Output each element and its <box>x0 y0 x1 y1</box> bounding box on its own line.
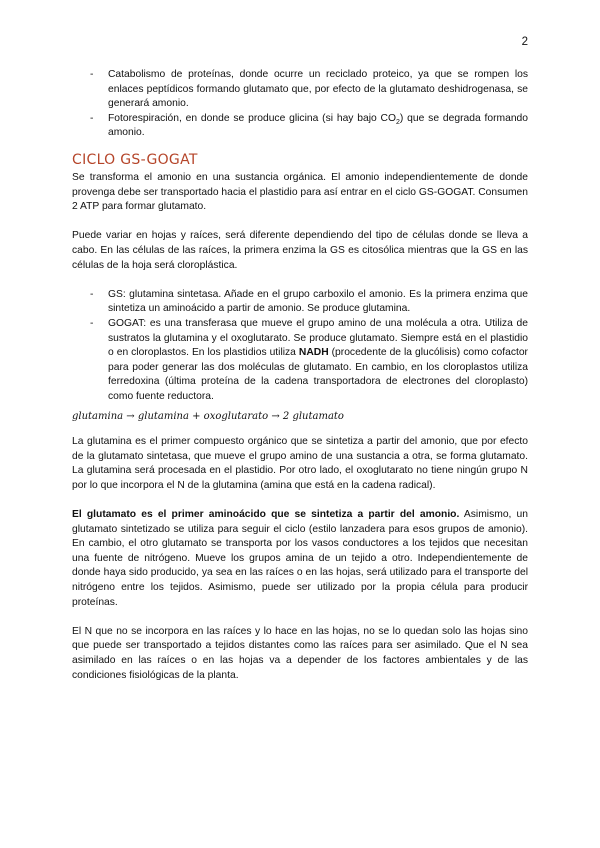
paragraph-text: Asimismo, un glutamato sintetizado se utiliza para seguir el ciclo (estilo lanzadera para esos grupos de amonio). En cambio, el otro glutamato se transporta por los vasos conductores a los tejidos que necesitan una fuente de nitrógeno. Mueve los grupos amina de un tejido a otro. Independientemente de donde haya sido producido, ya sea en las raíces o en las hojas, será utilizado para el transporte del nitrógeno entre los tejidos. Asimismo, puede ser utilizado por la propia célula para producir proteínas. <box>72 509 529 608</box>
list-item: - GS: glutamina sintetasa. Añade en el grupo carboxilo el amonio. Es la primera enzima que sintetiza un aminoácido a partir de amonio. Se produce glutamina. <box>72 288 528 317</box>
list-item-text: Fotorespiración, en donde se produce glicina (si hay bajo CO <box>108 112 397 124</box>
list-item-text: ) que se degrada formando amonio. <box>108 112 528 139</box>
paragraph: Puede variar en hojas y raíces, será diferente dependiendo del tipo de células donde se lleva a cabo. En las células de las raíces, la primera enzima la GS es citosólica mientras que la GS en las células de la hoja será cloroplástica. <box>72 230 528 271</box>
list-item: - Catabolismo de proteínas, donde ocurre un reciclado proteico, ya que se rompen los enlaces peptídicos formando glutamato que, por efecto de la glutamato deshidrogenasa, se generará amonio. <box>72 68 528 112</box>
list-item <box>72 317 528 405</box>
enzymes-list <box>72 288 528 405</box>
paragraph <box>72 508 528 610</box>
section-heading: CICLO GS-GOGAT <box>72 151 198 168</box>
list-item-text: GOGAT: es una transferasa que mueve el grupo amino de una molécula a otra. Utiliza de sustratos la glutamina y el oxoglutarato. Se produce glutamato. Siempre está en el plastidio o en cloroplastos. En los plastidios utiliza <box>108 317 528 359</box>
paragraph: El N que no se incorpora en las raíces y lo hace en las hojas, no se lo quedan solo las hojas sino que puede ser transportado a tejidos distantes como las raíces para ser asimilado. Que el N sea asimilado en las raíces o en las hojas va a depender de los factores ambientales y de las condiciones fisiológicas de la planta. <box>72 625 528 681</box>
list-item-text: (procedente de la glucólisis) como cofactor para poder generar las dos moléculas de glutamato. En cambio, en los cloroplastos utiliza ferredoxina (última proteína de la cadena transportadora de electrones del cloroplasto) como fuente reductora. <box>108 347 528 402</box>
paragraph: Se transforma el amonio en una sustancia orgánica. El amonio independientemente de donde provenga debe ser transportado hacia el plastidio para así entrar en el ciclo GS-GOGAT. Consumen 2 ATP para formar glutamato. <box>72 171 528 213</box>
bold-statement: El glutamato es el primer aminoácido que se sintetiza a partir del amonio. <box>72 509 460 521</box>
page-number: 2 <box>521 36 528 48</box>
reaction-formula: glutamina → glutamina + oxoglutarato → 2 glutamato <box>72 411 344 423</box>
subscript: 2 <box>396 118 400 126</box>
paragraph: La glutamina es el primer compuesto orgánico que se sintetiza a partir del amonio, que por efecto de la glutamato sintetasa, que mueve el grupo amino de una sustancia a otra, se forma glutamato. La glutamina será procesada en el plastidio. Por otro lado, el oxoglutarato no tiene ningún grupo N por lo que incorpora el N de la glutamina (amina que está en la cadena radical). <box>72 436 528 491</box>
ammonium-sources-list <box>72 68 528 141</box>
list-item <box>72 112 528 141</box>
document-body <box>72 68 528 683</box>
bold-term: NADH <box>298 347 329 359</box>
